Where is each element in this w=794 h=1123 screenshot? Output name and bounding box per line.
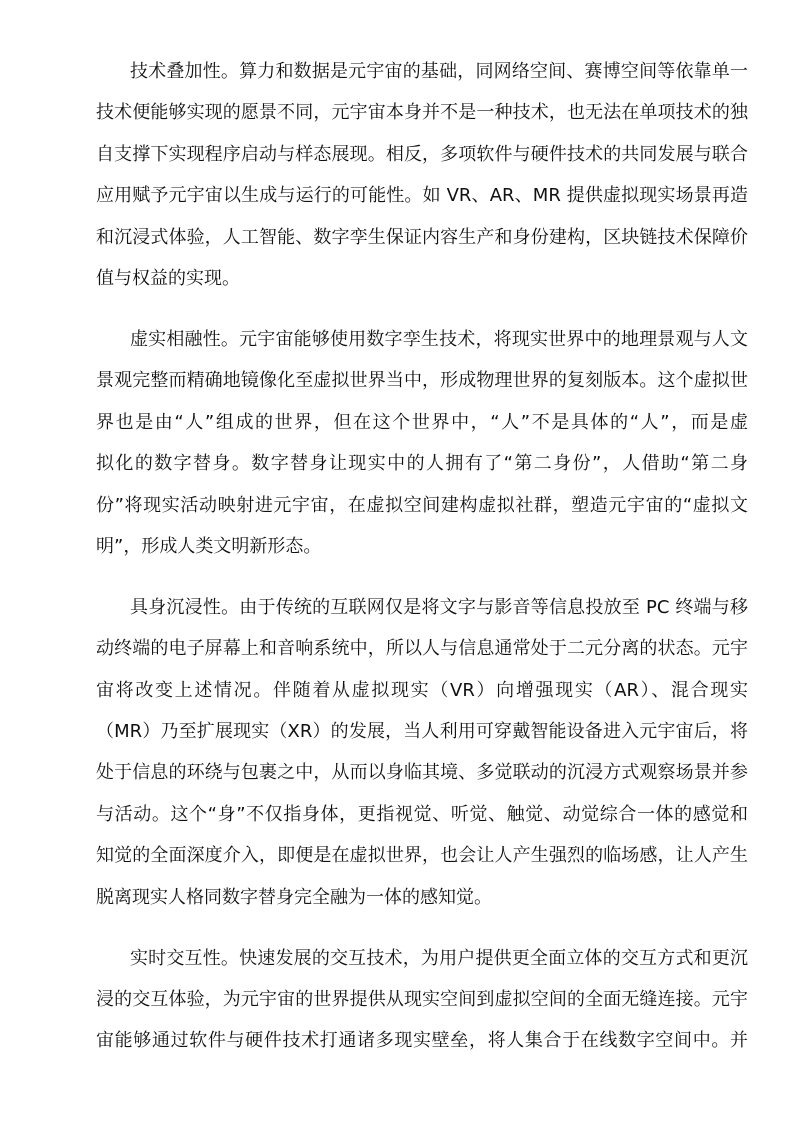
text-line: 处于信息的环绕与包裹之中，从而以身临其境、多觉联动的沉浸方式观察场景并参 bbox=[96, 762, 748, 784]
text-line: 具身沉浸性。由于传统的互联网仅是将文字与影音等信息投放至 PC 终端与移 bbox=[130, 596, 748, 618]
text-line: 明”，形成人类文明新形态。 bbox=[96, 535, 322, 557]
text-line: 知觉的全面深度介入，即便是在虚拟世界，也会让人产生强烈的临场感，让人产生 bbox=[96, 845, 748, 867]
document-body bbox=[96, 51, 748, 1081]
text-line: 实时交互性。快速发展的交互技术，为用户提供更全面立体的交互方式和更沉 bbox=[130, 947, 748, 969]
text-line: 份”将现实活动映射进元宇宙，在虚拟空间建构虚拟社群，塑造元宇宙的“虚拟文 bbox=[96, 494, 748, 516]
text-line: 动终端的电子屏幕上和音响系统中，所以人与信息通常处于二元分离的状态。元宇 bbox=[96, 638, 748, 660]
text-line: 值与权益的实现。 bbox=[96, 267, 240, 289]
text-line: 技术叠加性。算力和数据是元宇宙的基础，同网络空间、赛博空间等依靠单一 bbox=[130, 61, 748, 82]
text-line: 界也是由“人”组成的世界，但在这个世界中，“人”不是具体的“人”，而是虚 bbox=[96, 411, 748, 433]
paragraph-realtime-interaction bbox=[96, 938, 748, 1062]
text-line: 虚实相融性。元宇宙能够使用数字孪生技术，将现实世界中的地理景观与人文 bbox=[130, 328, 748, 350]
text-line: 景观完整而精确地镜像化至虚拟世界当中，形成物理世界的复刻版本。这个虚拟世 bbox=[96, 370, 748, 392]
text-line: 与活动。这个“身”不仅指身体，更指视觉、听觉、触觉、动觉综合一体的感觉和 bbox=[96, 803, 748, 825]
paragraph-embodied-immersion bbox=[96, 587, 748, 918]
text-line: （MR）乃至扩展现实（XR）的发展，当人利用可穿戴智能设备进入元宇宙后，将 bbox=[96, 721, 748, 743]
paragraph-virtual-real-fusion bbox=[96, 319, 748, 567]
text-line: 应用赋予元宇宙以生成与运行的可能性。如 VR、AR、MR 提供虚拟现实场景再造 bbox=[96, 185, 748, 207]
paragraph-technology-stacking bbox=[96, 51, 748, 299]
text-line: 技术便能够实现的愿景不同，元宇宙本身并不是一种技术，也无法在单项技术的独 bbox=[96, 102, 748, 124]
text-line: 浸的交互体验，为元宇宙的世界提供从现实空间到虚拟空间的全面无缝连接。元宇 bbox=[96, 988, 748, 1010]
text-line: 宙能够通过软件与硬件技术打通诸多现实壁垒，将人集合于在线数字空间中。并 bbox=[96, 1030, 748, 1052]
text-line: 拟化的数字替身。数字替身让现实中的人拥有了“第二身份”，人借助“第二身 bbox=[96, 453, 748, 475]
text-line: 自支撑下实现程序启动与样态展现。相反，多项软件与硬件技术的共同发展与联合 bbox=[96, 143, 748, 165]
text-line: 脱离现实人格同数字替身完全融为一体的感知觉。 bbox=[96, 886, 492, 908]
text-line: 宙将改变上述情况。伴随着从虚拟现实（VR）向增强现实（AR）、混合现实 bbox=[96, 679, 748, 701]
text-line: 和沉浸式体验，人工智能、数字孪生保证内容生产和身份建构，区块链技术保障价 bbox=[96, 226, 748, 248]
